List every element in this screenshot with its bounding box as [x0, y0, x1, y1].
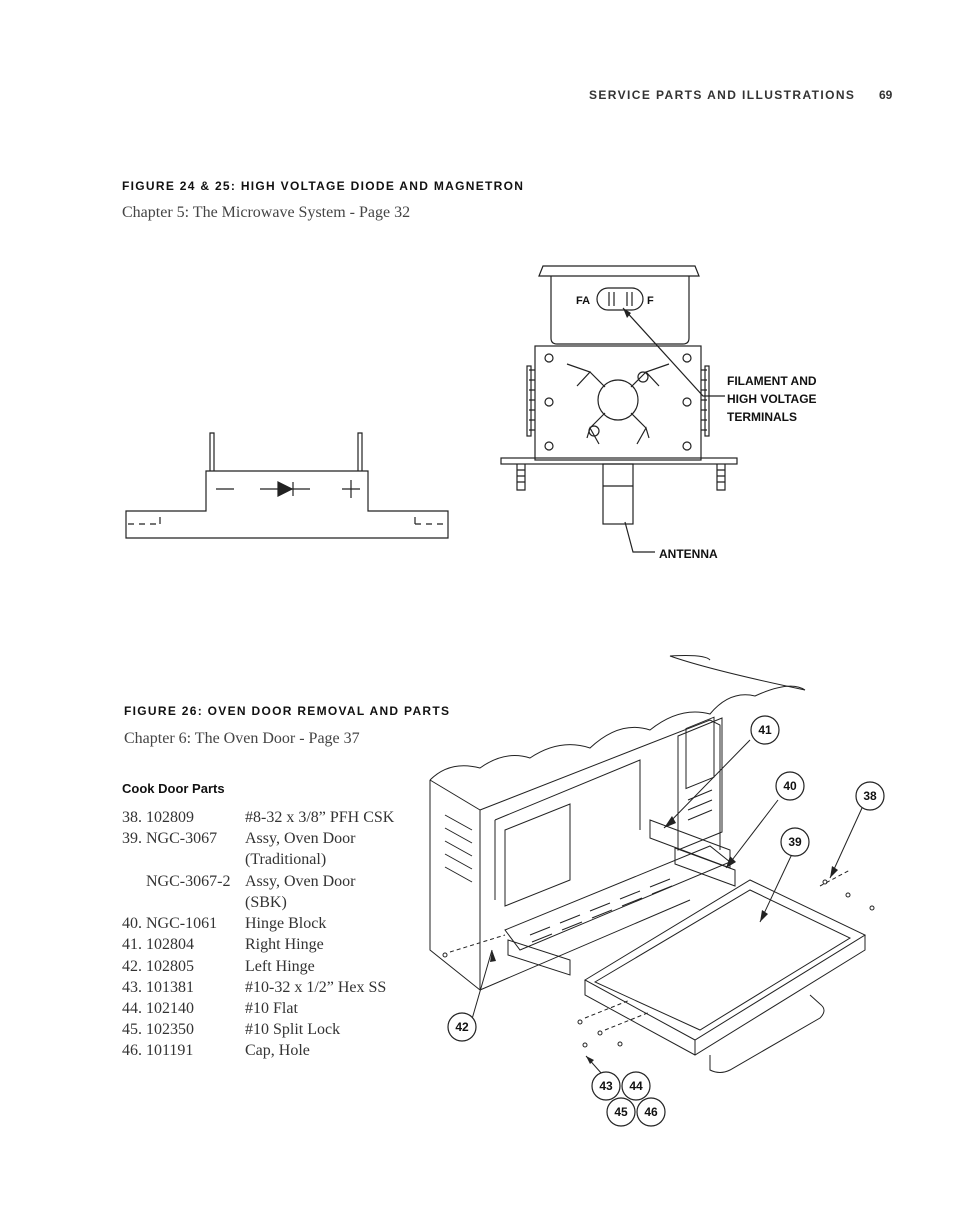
filament-label-line2: HIGH VOLTAGE — [727, 392, 817, 406]
oven-door-removal-illustration — [410, 650, 910, 1140]
parts-row-43: 43. 101381 #10-32 x 1/2” Hex SS — [122, 979, 387, 996]
running-header: SERVICE PARTS AND ILLUSTRATIONS — [589, 88, 856, 102]
parts-row-39-cont: (Traditional) — [245, 851, 327, 868]
fa-terminal-label: FA — [576, 295, 591, 307]
callout-43: 43 — [599, 1079, 613, 1093]
figure-26-chapter-ref: Chapter 6: The Oven Door - Page 37 — [124, 730, 360, 747]
parts-row-44: 44. 102140 #10 Flat — [122, 1000, 298, 1017]
callout-45: 45 — [614, 1105, 628, 1119]
parts-row-39-sbk: NGC-3067-2 Assy, Oven Door — [146, 873, 356, 890]
parts-row-45: 45. 102350 #10 Split Lock — [122, 1021, 341, 1038]
antenna-label: ANTENNA — [659, 547, 718, 561]
callout-38: 38 — [863, 789, 877, 803]
callout-44: 44 — [629, 1079, 643, 1093]
filament-label-line1: FILAMENT AND — [727, 374, 817, 388]
callout-41: 41 — [758, 723, 772, 737]
callout-42: 42 — [455, 1020, 469, 1034]
figure-26-title: FIGURE 26: OVEN DOOR REMOVAL AND PARTS — [124, 704, 451, 718]
callout-46: 46 — [644, 1105, 658, 1119]
parts-row-40: 40. NGC-1061 Hinge Block — [122, 915, 327, 932]
parts-row-39-sbk-cont: (SBK) — [245, 894, 287, 911]
parts-row-41: 41. 102804 Right Hinge — [122, 936, 324, 953]
page-number: 69 — [879, 88, 893, 102]
callout-39: 39 — [788, 835, 802, 849]
parts-row-39: 39. NGC-3067 Assy, Oven Door — [122, 830, 356, 847]
callout-40: 40 — [783, 779, 797, 793]
figure-24-25-chapter-ref: Chapter 5: The Microwave System - Page 32 — [122, 204, 411, 221]
high-voltage-diode-illustration — [120, 425, 455, 545]
parts-row-38: 38. 102809 #8-32 x 3/8” PFH CSK — [122, 809, 395, 826]
figure-24-25-title: FIGURE 24 & 25: HIGH VOLTAGE DIODE AND MAGNETRON — [122, 179, 525, 193]
cook-door-parts-heading: Cook Door Parts — [122, 781, 225, 796]
f-terminal-label: F — [647, 295, 654, 307]
filament-label-line3: TERMINALS — [727, 410, 797, 424]
parts-row-46: 46. 101191 Cap, Hole — [122, 1042, 310, 1059]
parts-row-42: 42. 102805 Left Hinge — [122, 958, 315, 975]
